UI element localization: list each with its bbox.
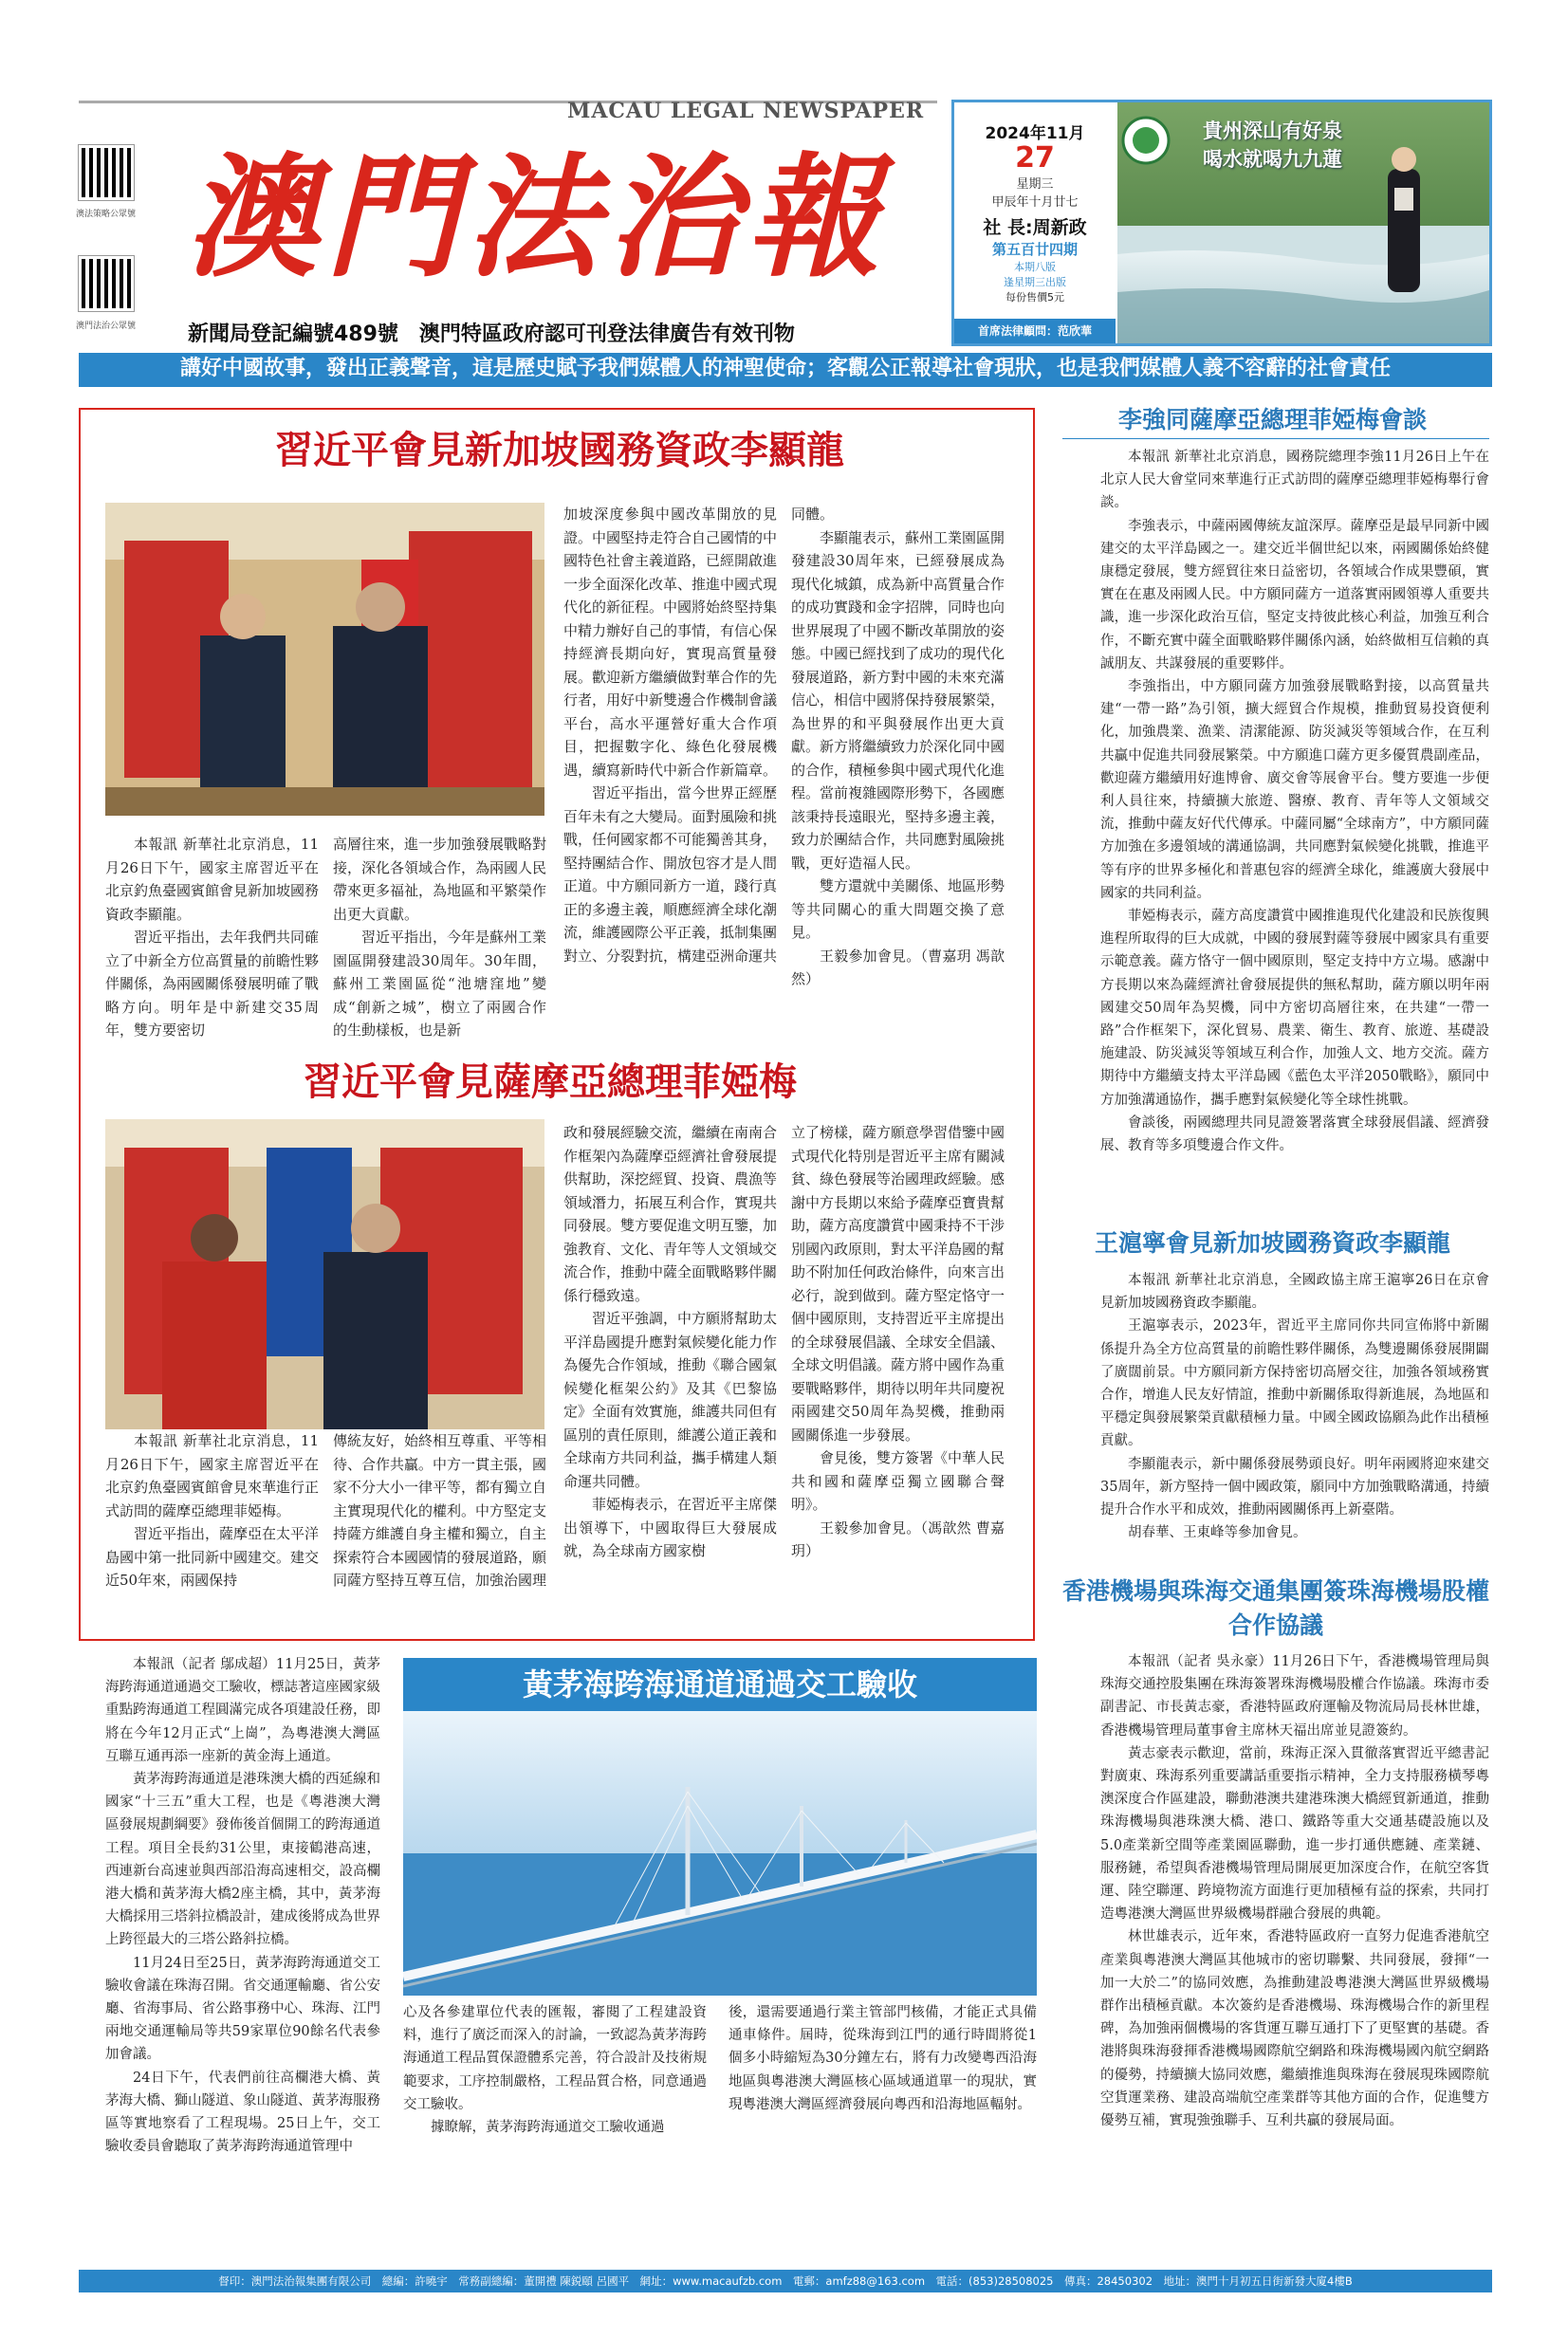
english-title: MACAU LEGAL NEWSPAPER <box>567 99 925 123</box>
slogan-bar: 講好中國故事，發出正義聲音，這是歷史賦予我們媒體人的神聖使命；客觀公正報導社會現狀，也是我們媒體人義不容辭的社會責任 <box>79 353 1492 387</box>
article-1-col-1 <box>105 833 319 1075</box>
a2-c4-p1: 立了榜樣，薩方願意學習借鑒中國式現代化特別是習近平主席有關減貧、綠色發展等治國理政經驗。感謝中方長期以來給予薩摩亞寶貴幫助，薩方高度讚賞中國秉持不干涉別國內政原則，對太平洋島國的幫助不附加任何政治條件，向來言出必行，說到做到。薩方堅定恪守一個中國原則，支持習近平主席提出的全球發展倡議、全球安全倡議、全球文明倡議。薩方將中國作為重要戰略夥伴，期待以明年共同慶祝兩國建交50周年為契機，推動兩國關係進一步發展。 <box>791 1124 1005 1444</box>
a2-c2-p1: 傳統友好，始終相互尊重、平等相待、合作共贏。中方一貫主張，國家不分大小一律平等，都有獨立自主實現現代化的權利。中方堅定支持薩方維護自身主權和獨立，自主探索符合本國國情的發展道路，願同薩方堅持互尊互信，加強治國理 <box>333 1432 546 1589</box>
qr-code-legal[interactable] <box>79 256 134 311</box>
article-2-col-2 <box>333 1429 546 1629</box>
ad-line-1: 貴州深山有好泉 <box>1203 119 1342 142</box>
article-3-title: 李強同薩摩亞總理菲婭梅會談 <box>1117 406 1427 433</box>
pages-info: 本期八版 <box>1014 261 1056 273</box>
date-info <box>954 102 1116 343</box>
a6-m-p2: 據瞭解，黃茅海跨海通道交工驗收通過 <box>431 2120 665 2136</box>
qr-code-strategy[interactable] <box>79 145 134 200</box>
issue-number: 第五百廿四期 <box>991 241 1078 258</box>
article-2-col-4 <box>791 1121 1005 1629</box>
article-6-left <box>105 1653 380 2251</box>
qr-caption-2: 澳門法治公眾號 <box>76 322 137 331</box>
article-6-mid <box>403 2001 707 2248</box>
a1-c1-p2: 習近平指出，去年我們共同確立了中新全方位高質量的前瞻性夥伴關係，為兩國關係發展明確了戰略方向。明年是中新建交35周年，雙方要密切 <box>105 929 319 1039</box>
article-3-body <box>1100 446 1489 1233</box>
a2-c1-p1: 本報訊 新華社北京消息，11月26日下午，國家主席習近平在北京釣魚臺國賓館會見來華進行正式訪問的薩摩亞總理菲婭梅。 <box>105 1432 319 1519</box>
a6-l-p3: 11月24日至25日，黃茅海跨海通道交工驗收會議在珠海召開。省交通運輸廳、省公安廳、省海事局、省公路事務中心、珠海、江門兩地交通運輸局等共59家單位90餘名代表參加會議。 <box>105 1955 380 2063</box>
a2-c4-p2: 會見後，雙方簽署《中華人民共和國和薩摩亞獨立國聯合聲明》。 <box>791 1449 1005 1513</box>
a6-l-p4: 24日下午，代表們前往高欄港大橋、黃茅海大橋、獅山隧道、象山隧道、黃茅海服務區等實地察看了工程現場。25日上午，交工驗收委員會聽取了黃茅海跨海通道管理中 <box>105 2070 380 2155</box>
a4-p2: 王滬寧表示，2023年，習近平主席同你共同宣佈將中新關係提升為全方位高質量的前瞻性夥伴關係，為雙邊關係發展開闢了廣闊前景。中方願同新方保持密切高層交往，加強各領域務實合作，增進人民友好情誼，推動中新關係取得新進展，為地區和平穩定與發展繁榮貢獻積極力量。中國全國政協願為此作出積極貢獻。 <box>1100 1318 1489 1449</box>
article-6-title: 黃茅海跨海通道通過交工驗收 <box>522 1666 917 1703</box>
footer-bar: 督印：澳門法治報集團有限公司 總編：許曉宇 常務副總編：董開禮 陳鋭頤 呂國平 網址：www.macaufzb.com 電郵：amfz88@163.com 電話：(853)28508025 傳真：28450302 地址：澳門十月初五日街新發大廈4樓B <box>79 2270 1492 2292</box>
a2-c3-p2: 習近平強調，中方願將幫助太平洋島國提升應對氣候變化能力作為優先合作領域，推動《聯合國氣候變化框架公約》及其《巴黎協定》全面有效實施，維護共同但有區別的責任原則，維護公道正義和全球南方共同利益，攜手構建人類命運共同體。 <box>563 1310 777 1490</box>
price: 每份售價5元 <box>1005 291 1064 304</box>
a4-p1: 本報訊 新華社北京消息，全國政協主席王滬寧26日在京會見新加坡國務資政李顯龍。 <box>1100 1273 1489 1312</box>
a1-c4-p4: 王毅參加會見。（曹嘉玥 馮歆然） <box>791 947 1005 987</box>
article-2-col-1 <box>105 1429 319 1629</box>
day: 27 <box>1015 141 1055 175</box>
date-box <box>951 100 1492 346</box>
a6-m-p1: 心及各參建單位代表的匯報，審閱了工程建設資料，進行了廣泛而深入的討論，一致認為黃茅海跨海通道工程品質保證體系完善，符合設計及技術規範要求，工序控制嚴格，工程品質合格，同意通過交工驗收。 <box>403 2005 707 2112</box>
a1-c3-p2: 習近平指出，當今世界正經歷百年未有之大變局。面對風險和挑戰，任何國家都不可能獨善其身，堅持團結合作、開放包容才是人間正道。中方願同新方一道，踐行真正的多邊主義，順應經濟全球化潮流，維護國際公平正義，抵制集團對立、分裂對抗，構建亞洲命運共 <box>563 784 777 965</box>
a5-p2: 黃志豪表示歡迎，當前，珠海正深入貫徹落實習近平總書記對廣東、珠海系列重要講話重要指示精神，全力支持服務橫琴粵澳深度合作區建設，聯動港澳共建港珠澳大橋經貿新通道，推動珠海機場與港珠澳大橋、港口、鐵路等重大交通基礎設施以及5.0產業新空間等產業園區聯動，進一步打通供應鏈、產業鏈、服務鏈，希望與香港機場管理局開展更加深度合作，在航空客貨運、陸空聯運、跨境物流方面進行更加積極有益的探索，共同打造粵港澳大灣區世界級機場群融合發展的典範。 <box>1100 1745 1489 1923</box>
a1-c2-p1: 高層往來，進一步加強發展戰略對接，深化各領域合作，為兩國人民帶來更多福祉，為地區和平繁榮作出更大貢獻。 <box>333 836 546 923</box>
article-5-body <box>1100 1650 1489 2248</box>
a3-p2: 李強表示，中薩兩國傳統友誼深厚。薩摩亞是最早同新中國建交的太平洋島國之一。建交近半個世紀以來，兩國關係始終健康穩定發展，雙方經貿往來日益密切，各領域合作成果豐碩，實實在在惠及兩國人民。中方願同薩方一道落實兩國領導人重要共識，進一步深化政治互信，堅定支持彼此核心利益，加強互利合作，不斷充實中薩全面戰略夥伴關係內涵，始終做相互信賴的真誠朋友、共謀發展的重要夥伴。 <box>1100 518 1489 672</box>
article-1-col-2 <box>333 833 546 1075</box>
registration-line: 新聞局登記編號489號 澳門特區政府認可刊登法律廣告有效刊物 <box>188 322 795 346</box>
article-5-title: 香港機場與珠海交通集團簽珠海機場股權合作協議 <box>1062 1577 1490 1639</box>
ad-line-2 <box>1203 144 1342 173</box>
a1-c4-p1: 同體。 <box>791 506 835 523</box>
publish-info: 逢星期三出版 <box>1004 276 1066 288</box>
photo-xi-lee <box>105 503 544 816</box>
a2-c4-p3: 王毅參加會見。（馮歆然 曹嘉玥） <box>791 1519 1005 1559</box>
article-1-title: 習近平會見新加坡國務資政李顯龍 <box>275 429 844 472</box>
a2-c3-p3: 菲婭梅表示，在習近平主席傑出領導下，中國取得巨大發展成就，為全球南方國家樹 <box>563 1496 777 1559</box>
a6-l-p1: 本報訊（記者 鄔成超）11月25日，黃茅海跨海通道通過交工驗收，標誌著這座國家級重點跨海通道工程圓滿完成各項建設任務，即將在今年12月正式“上崗”，為粵港澳大灣區互聯互通再添一座新的黃金海上通道。 <box>105 1657 380 1764</box>
a6-r-p1: 後，還需要通過行業主管部門核備，才能正式具備通車條件。屆時，從珠海到江門的通行時間將從1個多小時縮短為30分鐘左右，將有力改變粵西沿海地區與粵港澳大灣區核心區域通道單一的現狀，實現粵港澳大灣區經濟發展向粵西和沿海地區輻射。 <box>729 2005 1037 2112</box>
a1-c3-p1: 加坡深度參與中國改革開放的見證。中國堅持走符合自己國情的中國特色社會主義道路，已經開啟進一步全面深化改革、推進中國式現代化的新征程。中國將始終堅持集中精力辦好自己的事情，有信心保持經濟長期向好，實現高質量發展。歡迎新方繼續做對華合作的先行者，用好中新雙邊合作機制會議平台，高水平運營好重大合作項目，把握數字化、綠色化發展機遇，續寫新時代中新合作新篇章。 <box>563 506 777 779</box>
masthead-title: 澳門法治報 <box>185 140 888 296</box>
article-2-col-3 <box>563 1121 777 1629</box>
a1-c4-p3: 雙方還就中美關係、地區形勢等共同關心的重大問題交換了意見。 <box>791 877 1005 941</box>
qr-caption-1: 澳法策略公眾號 <box>76 210 137 219</box>
article-2-title: 習近平會見薩摩亞總理菲婭梅 <box>304 1060 797 1104</box>
a3-p5: 會談後，兩國總理共同見證簽署落實全球發展倡議、經濟發展、教育等多項雙邊合作文件。 <box>1100 1114 1489 1154</box>
lunar-date: 甲辰年十月廿七 <box>991 195 1079 210</box>
advisor-bar: 首席法律顧問：范欣華 <box>954 319 1116 343</box>
a4-p4: 胡春華、王東峰等參加會見。 <box>1128 1525 1307 1541</box>
a1-c4-p2: 李顯龍表示，蘇州工業園區開發建設30周年來，已經發展成為現代化城鎮，成為新中高質量合作的成功實踐和金字招牌，同時也向世界展現了中國不斷改革開放的姿態。中國已經找到了成功的現代化發展道路，新方對中國的未來充滿信心，相信中國將保持發展繁榮，為世界的和平與發展作出更大貢獻。新方將繼續致力於深化同中國的合作，積極參與中國式現代化進程。當前複雜國際形勢下，各國應該秉持長遠眼光，堅持多邊主義，致力於團結合作，共同應對風險挑戰，更好造福人民。 <box>791 528 1005 872</box>
a2-c3-p1: 政和發展經驗交流，繼續在南南合作框架內為薩摩亞經濟社會發展提供幫助，深挖經貿、投資、農漁等領域潛力，拓展互利合作，實現共同發展。雙方要促進文明互鑒，加強教育、文化、青年等人文領域交流合作，推動中薩全面戰略夥伴關係行穩致遠。 <box>563 1124 777 1304</box>
a2-c1-p2: 習近平指出，薩摩亞在太平洋島國中第一批同新中國建交。建交近50年來，兩國保持 <box>105 1525 319 1589</box>
article-6-right <box>729 2001 1037 2248</box>
a3-p4: 菲婭梅表示，薩方高度讚賞中國推進現代化建設和民族復興進程所取得的巨大成就，中國的發展對薩等發展中國家具有重要示範意義。薩方恪守一個中國原則，堅定支持中方立場。感謝中方長期以來為薩經濟社會發展提供的無私幫助，薩方願以明年兩國建交50周年為契機，同中方密切高層往來，在共建“一帶一路”合作框架下，深化貿易、農業、衛生、教育、旅遊、基礎設施建設、防災減災等領域互利合作，加強人文、地方交流。薩方期待中方繼續支持太平洋島國《藍色太平洋2050戰略》，願同中方加強溝通協作，攜手應對氣候變化等全球性挑戰。 <box>1100 909 1489 1108</box>
photo-xi-fiame <box>105 1119 544 1429</box>
article-3-rule <box>1062 438 1489 439</box>
a5-p1: 本報訊（記者 吳永豪）11月26日下午，香港機場管理局與珠海交通控股集團在珠海簽署珠海機場股權合作協議。珠海市委副書記、市長黃志豪，香港特區政府運輸及物流局局長林世雄，香港機場管理局董事會主席林天福出席並見證簽約。 <box>1100 1654 1489 1739</box>
year-month: 2024年11月 <box>985 124 1085 143</box>
a3-p3: 李強指出，中方願同薩方加強發展戰略對接，以高質量共建“一帶一路”為引領，擴大經貿合作規模，推動貿易投資便利化，加強農業、漁業、清潔能源、防災減災等領域合作，在互利共贏中促進共同發展繁榮。中方願進口薩方更多優質農副產品，歡迎薩方繼續用好進博會、廣交會等展會平台。雙方要進一步便利人員往來，持續擴大旅遊、醫療、教育、青年等人文領域交流，推動中薩友好代代傳承。中薩同屬“全球南方”，中方願同薩方加強在多邊領域的溝通協調，共同應對氣候變化挑戰，推進平等有序的世界多極化和普惠包容的經濟全球化，維護廣大發展中國家的共同利益。 <box>1100 679 1489 901</box>
a6-l-p2: 黃茅海跨海通道是港珠澳大橋的西延線和國家“十三五”重大工程，也是《粵港澳大灣區發展規劃綱要》發佈後首個開工的跨海通道工程。項目全長約31公里，東接鶴港高速，西連新台高速並與西部沿海高速相交，設高欄港大橋和黃茅海大橋2座主橋，其中，黃茅海大橋採用三塔斜拉橋設計，建成後將成為世界上跨徑最大的三塔公路斜拉橋。 <box>105 1772 380 1948</box>
a1-c1-p1: 本報訊 新華社北京消息，11月26日下午，國家主席習近平在北京釣魚臺國賓館會見新加坡國務資政李顯龍。 <box>105 836 319 923</box>
photo-bridge <box>403 1711 1037 1996</box>
a3-p1: 本報訊 新華社北京消息，國務院總理李強11月26日上午在北京人民大會堂同來華進行正式訪問的薩摩亞總理菲婭梅舉行會談。 <box>1100 450 1489 511</box>
article-4-body <box>1100 1269 1489 1563</box>
a5-p3: 林世雄表示，近年來，香港特區政府一直努力促進香港航空產業與粵港澳大灣區其他城市的密切聯繫、共同發展，發揮“一加一大於二”的協同效應，為推動建設粵港澳大灣區世界級機場群作出積極貢獻。本次簽約是香港機場、珠海機場合作的新里程碑，為加強兩個機場的客貨運互聯互通打下了更堅實的基礎。香港將與珠海發揮香港機場國際航空網路和珠海機場國內航空網路的優勢，持續擴大協同效應，繼續推進與珠海在發展現珠國際航空貨運業務、建設高端航空產業群等其他方面的合作，促進雙方優勢互補，實現強強聯手、互利共贏的發展局面。 <box>1100 1929 1489 2129</box>
article-4-title: 王滬寧會見新加坡國務資政李顯龍 <box>1094 1229 1450 1257</box>
a1-c2-p2: 習近平指出，今年是蘇州工業園區開發建設30周年。30年間，蘇州工業園區從“池塘窪地”變成“創新之城”，樹立了兩國合作的生動樣板，也是新 <box>333 929 546 1039</box>
ad-line-2-text: 喝水就喝九九蓮 <box>1203 147 1342 171</box>
ad-banner[interactable] <box>1117 102 1489 343</box>
article-1-col-3 <box>563 503 777 1072</box>
weekday: 星期三 <box>1016 177 1054 192</box>
article-6-title-bar <box>403 1658 1037 1711</box>
president: 社 長:周新政 <box>983 217 1087 238</box>
article-1-col-4 <box>791 503 1005 1072</box>
a4-p3: 李顯龍表示，新中關係發展勢頭良好。明年兩國將迎來建交35周年，新方堅持一個中國政策，願同中方加強戰略溝通，持續提升合作水平和成效，推動兩國關係再上新臺階。 <box>1100 1456 1489 1519</box>
